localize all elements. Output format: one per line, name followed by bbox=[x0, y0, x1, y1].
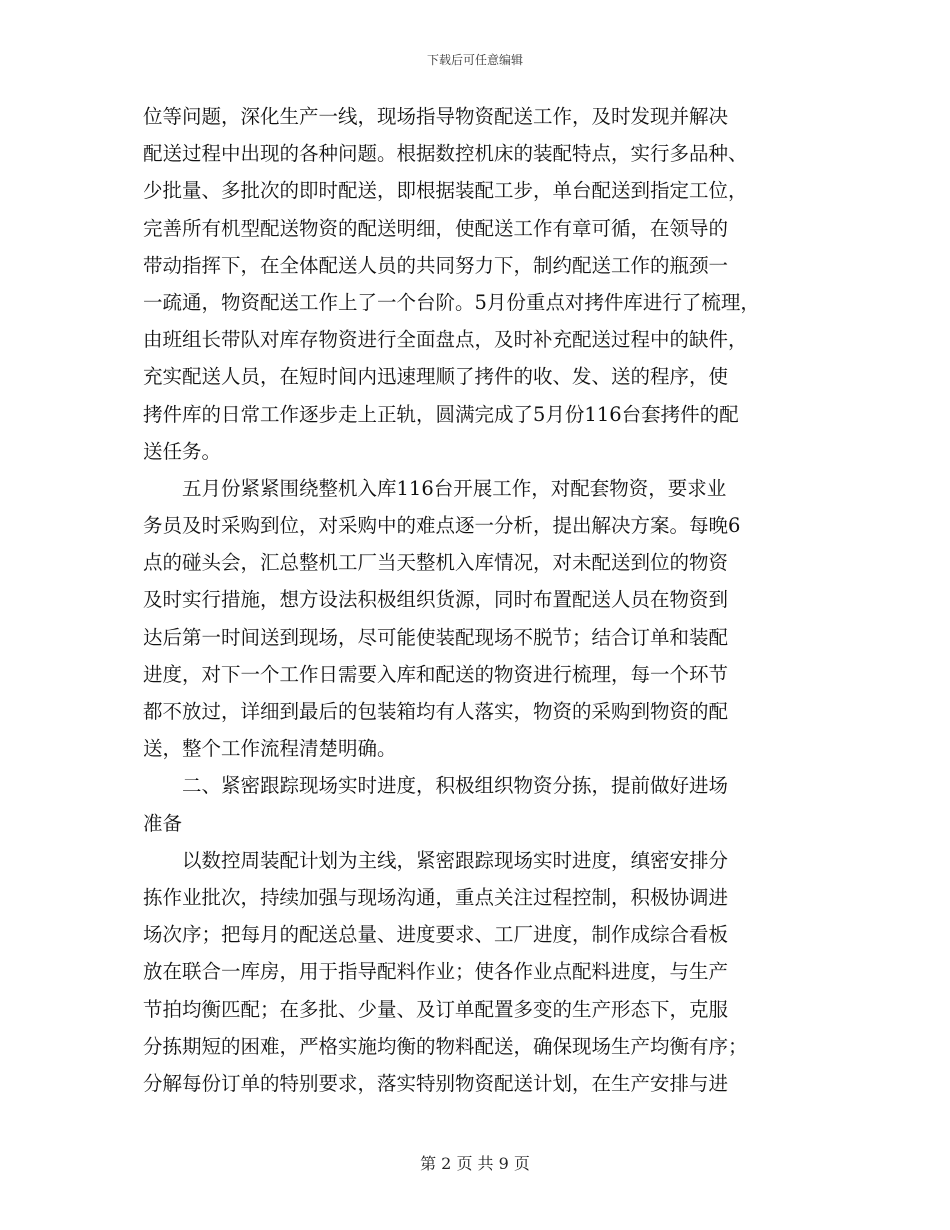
text-line: 位等问题，深化生产一线，现场指导物资配送工作，及时发现并解决 bbox=[143, 105, 729, 128]
page-header: 下载后可任意编辑 bbox=[426, 53, 523, 67]
text-line: 以数控周装配计划为主线，紧密跟踪现场实时进度，缜密安排分 bbox=[182, 848, 729, 872]
page-number-footer: 第 2 页 共 9 页 bbox=[420, 1154, 530, 1173]
text-line: 配送过程中出现的各种问题。根据数控机床的装配特点，实行多品种、 bbox=[143, 142, 748, 166]
text-line: 进度，对下一个工作日需要入库和配送的物资进行梳理，每一个环节 bbox=[143, 662, 729, 686]
text-line: 达后第一时间送到现场，尽可能使装配现场不脱节；结合订单和装配 bbox=[143, 625, 729, 649]
text-line: 点的碰头会，汇总整机工厂当天整机入库情况，对未配送到位的物资 bbox=[143, 551, 729, 575]
text-line: 一疏通，物资配送工作上了一个台阶。5月份重点对拷件库进行了梳理， bbox=[143, 290, 760, 314]
text-line: 送，整个工作流程清楚明确。 bbox=[143, 737, 397, 761]
text-line: 分拣期短的困难，严格实施均衡的物料配送，确保现场生产均衡有序； bbox=[143, 1034, 748, 1058]
text-line: 拷件库的日常工作逐步走上正轨，圆满完成了5月份116台套拷件的配 bbox=[143, 402, 739, 426]
text-line: 分解每份订单的特别要求，落实特别物资配送计划，在生产安排与进 bbox=[143, 1071, 729, 1095]
text-line: 拣作业批次，持续加强与现场沟通，重点关注过程控制，积极协调进 bbox=[143, 885, 729, 909]
text-line: 二、紧密跟踪现场实时进度，积极组织物资分拣，提前做好进场 bbox=[182, 774, 729, 798]
text-line: 都不放过，详细到最后的包装箱均有人落实，物资的采购到物资的配 bbox=[143, 700, 729, 723]
text-line: 由班组长带队对库存物资进行全面盘点，及时补充配送过程中的缺件， bbox=[143, 328, 748, 352]
text-line: 及时实行措施，想方设法积极组织货源，同时布置配送人员在物资到 bbox=[143, 588, 729, 612]
text-line: 完善所有机型配送物资的配送明细，使配送工作有章可循，在领导的 bbox=[143, 216, 729, 240]
text-line: 送任务。 bbox=[143, 439, 222, 463]
text-line: 务员及时采购到位，对采购中的难点逐一分析，提出解决方案。每晚6 bbox=[143, 514, 741, 538]
text-line: 准备 bbox=[143, 811, 183, 835]
text-line: 节拍均衡匹配；在多批、少量、及订单配置多变的生产形态下，克服 bbox=[143, 997, 729, 1021]
text-line: 场次序；把每月的配送总量、进度要求、工厂进度，制作成综合看板 bbox=[143, 923, 729, 947]
text-line: 带动指挥下，在全体配送人员的共同努力下，制约配送工作的瓶颈一 bbox=[143, 253, 729, 277]
text-line: 五月份紧紧围绕整机入库116台开展工作，对配套物资，要求业 bbox=[182, 476, 727, 500]
document-body bbox=[143, 98, 823, 1102]
text-line: 充实配送人员，在短时间内迅速理顺了拷件的收、发、送的程序，使 bbox=[143, 365, 729, 389]
text-line: 少批量、多批次的即时配送，即根据装配工步，单台配送到指定工位， bbox=[143, 179, 748, 203]
text-line: 放在联合一库房，用于指导配料作业；使各作业点配料进度，与生产 bbox=[143, 960, 729, 984]
